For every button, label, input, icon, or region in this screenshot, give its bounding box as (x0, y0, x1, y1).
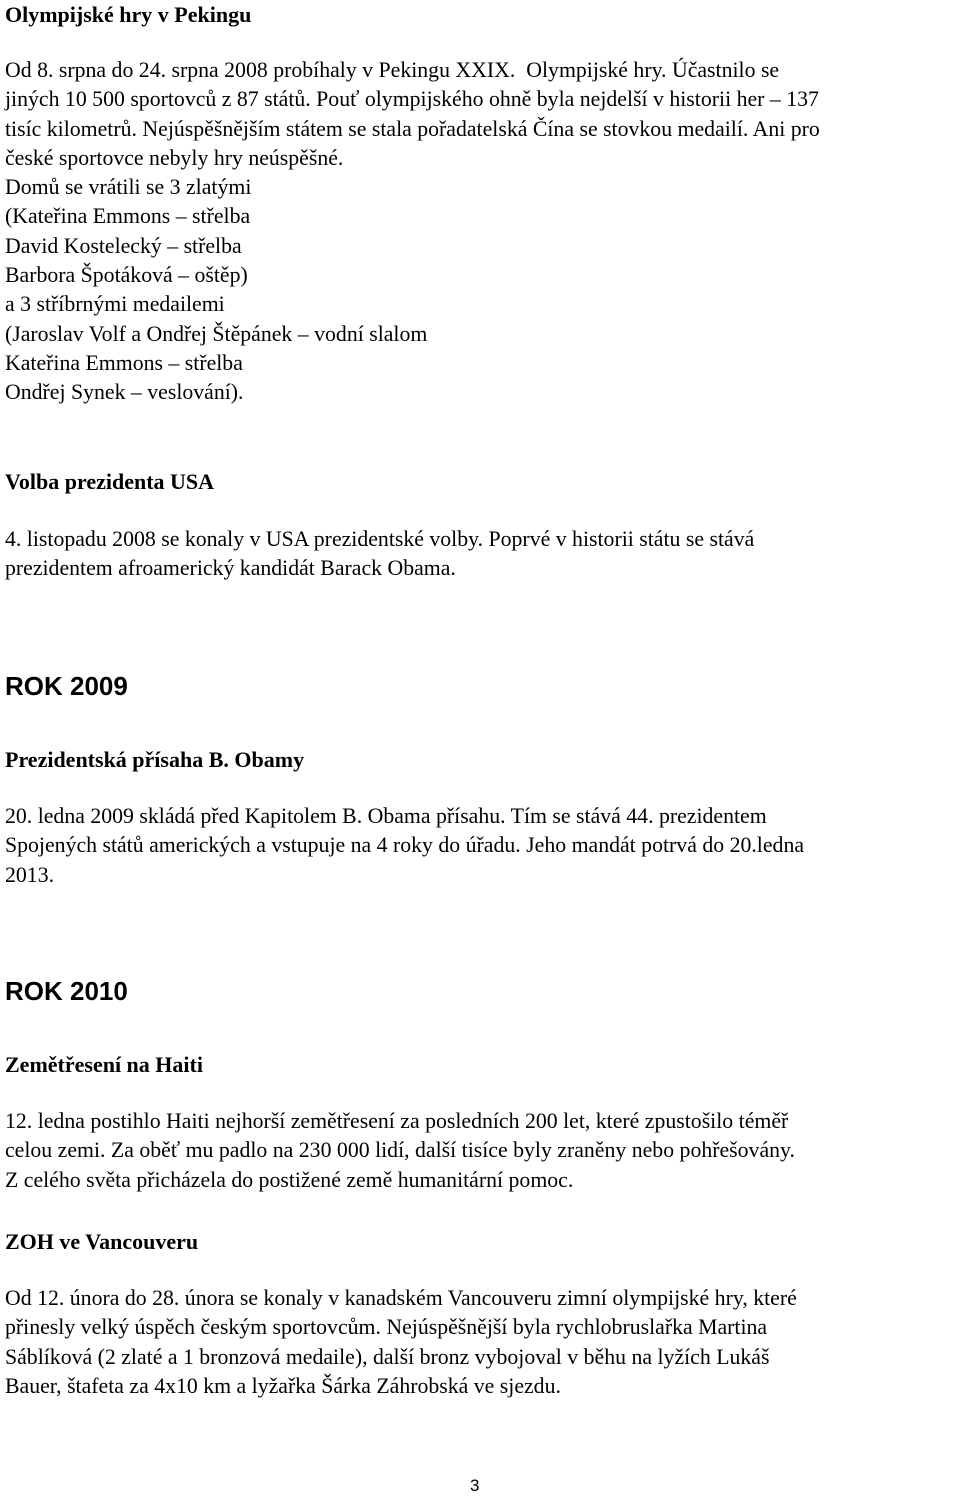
heading-us-presidential-election: Volba prezidenta USA (5, 469, 215, 494)
paragraph-obama-inauguration: 20. ledna 2009 skládá před Kapitolem B. Obama přísahu. Tím se stává 44. prezidentem Spojených států amerických a vstupuje na 4 roky do úřadu. Jeho mandát potrvá do 20.ledna 2013. (5, 804, 805, 887)
year-heading-2009: ROK 2009 (5, 671, 128, 701)
heading-olympic-games-beijing: Olympijské hry v Pekingu (5, 2, 252, 27)
paragraph-haiti-earthquake: 12. ledna postihlo Haiti nejhorší zemětřesení za posledních 200 let, které zpustošilo téměř celou zemi. Za oběť mu padlo na 230 000 lidí, další tisíce byly zraněny nebo pohřešovány. Z celého světa přicházela do postižené země humanitární pomoc. (5, 1109, 795, 1192)
heading-obama-inauguration: Prezidentská přísaha B. Obamy (5, 747, 305, 772)
year-heading-2010: ROK 2010 (5, 976, 128, 1006)
paragraph-vancouver-winter-olympics: Od 12. února do 28. února se konaly v kanadském Vancouveru zimní olympijské hry, které přinesly velký úspěch českým sportovcům. Nejúspěšnější byla rychlobruslařka Martina Sáblíková (2 zlaté a 1 bronzová medaile), další bronz vybojoval v běhu na lyžích Lukáš Bauer, štafeta za 4x10 km a lyžařka Šárka Záhrobská ve sjezdu. (5, 1286, 797, 1398)
page-number: 3 (470, 1476, 480, 1495)
heading-haiti-earthquake: Zemětřesení na Haiti (5, 1052, 203, 1077)
paragraph-olympic-games-beijing: Od 8. srpna do 24. srpna 2008 probíhaly v Pekingu XXIX. Olympijské hry. Účastnilo se jiných 10 500 sportovců z 87 států. Pouť olympijského ohně byla nejdelší v historii her – 137 tisíc kilometrů. Nejúspěšnějším státem se stala pořadatelská Čína se stovkou medailí. Ani pro české sportovce nebyly hry neúspěšné. Domů se vrátili se 3 zlatými (Kateřina Emmons – střelba David Kostelecký – střelba Barbora Špotáková – oštěp) a 3 stříbrnými medailemi (Jaroslav Volf a Ondřej Štěpánek – vodní slalom Kateřina Emmons – střelba Ondřej Synek – veslování). (5, 58, 820, 405)
heading-vancouver-winter-olympics: ZOH ve Vancouveru (5, 1229, 199, 1254)
paragraph-us-presidential-election: 4. listopadu 2008 se konaly v USA prezidentské volby. Poprvé v historii státu se stává prezidentem afroamerický kandidát Barack Obama. (5, 527, 755, 581)
